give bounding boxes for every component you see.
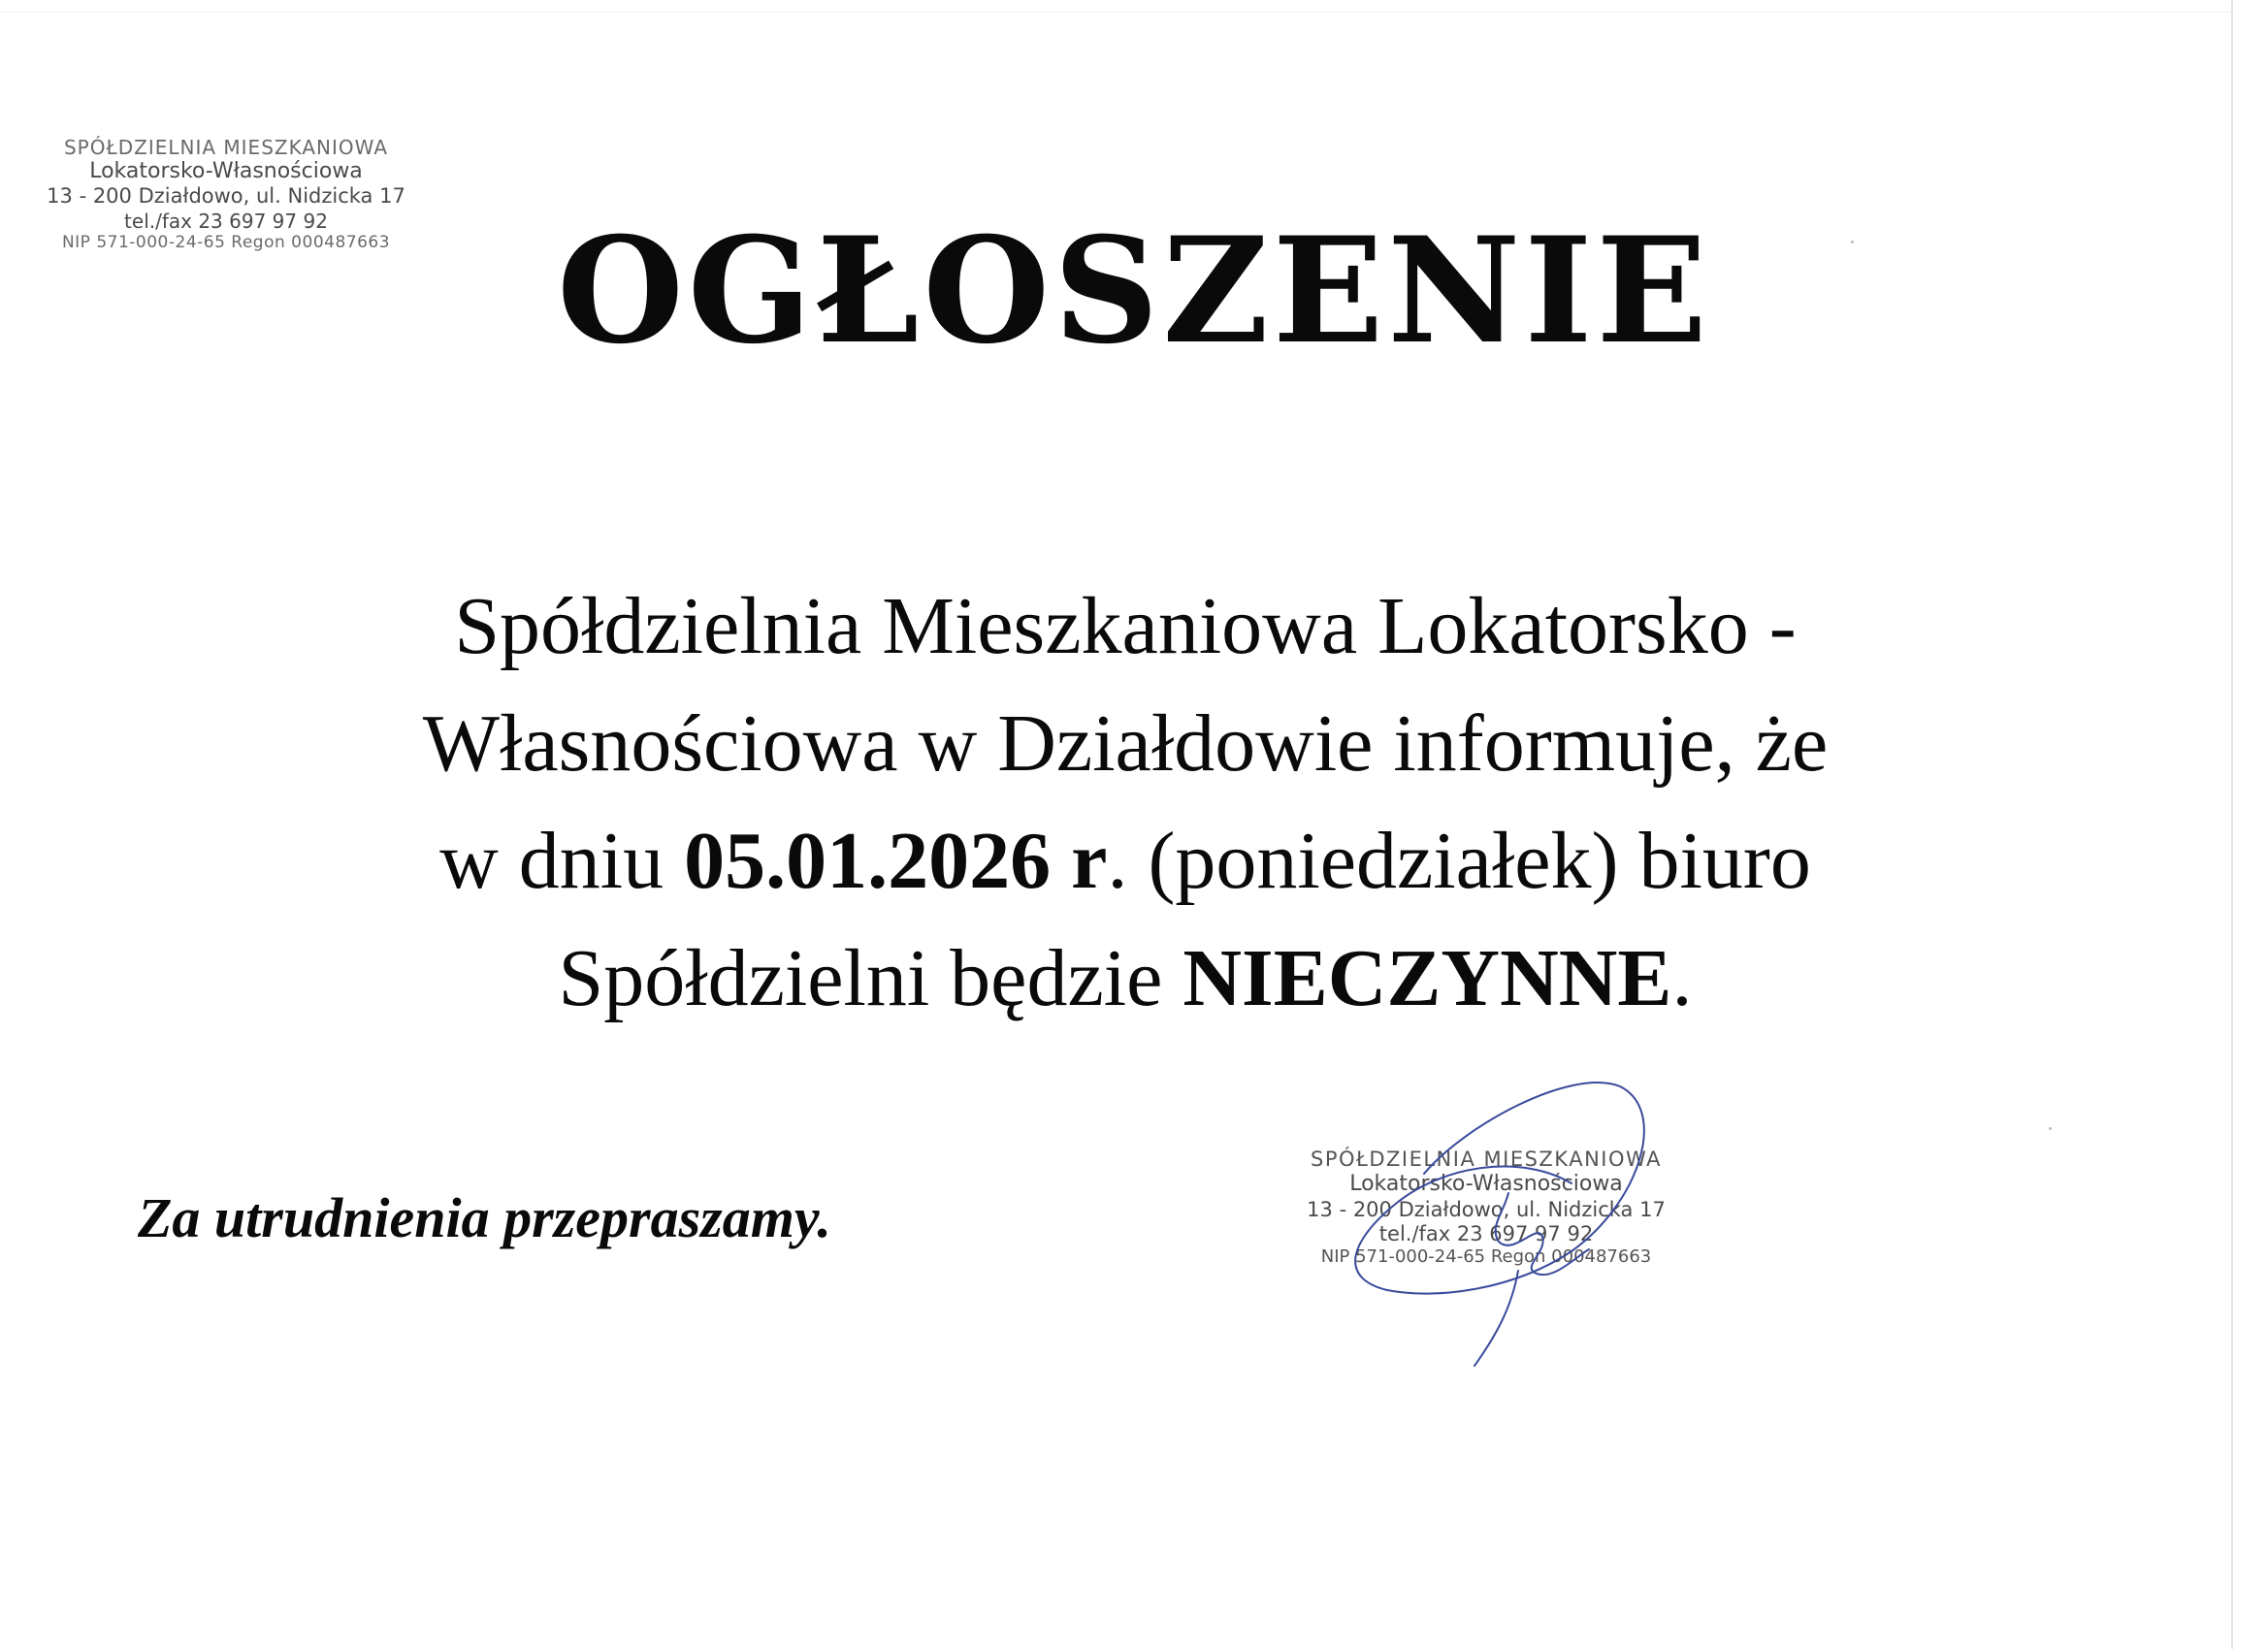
stamp-address: 13 - 200 Działdowo, ul. Nidzicka 17: [47, 184, 405, 209]
scan-speck: [2049, 1127, 2052, 1130]
scan-top-edge: [0, 12, 2231, 13]
body-line-4-prefix: Spółdzielni będzie: [558, 933, 1183, 1023]
stamp-address: 13 - 200 Działdowo, ul. Nidzicka 17: [1307, 1197, 1666, 1221]
body-line-2: Własnościowa w Działdowie informuje, że: [422, 698, 1829, 789]
signature-stroke: [1496, 1193, 1589, 1275]
scan-speck: [1851, 241, 1854, 243]
stamp-tax-ids: NIP 571-000-24-65 Regon 000487663: [1320, 1245, 1652, 1267]
stamp-tax-ids: NIP 571-000-24-65 Regon 000487663: [61, 232, 391, 252]
body-line-3-prefix: w dniu: [439, 816, 685, 906]
stamp-phone: tel./fax 23 697 97 92: [1378, 1221, 1594, 1245]
apology-note: Za utrudnienia przepraszamy.: [138, 1186, 831, 1249]
announcement-body: [155, 567, 2095, 1037]
closed-status: NIECZYNNE: [1183, 933, 1672, 1023]
body-line-4-suffix: .: [1671, 933, 1693, 1023]
body-line-3-suffix: . (poniedziałek) biuro: [1107, 816, 1811, 906]
stamp-phone: tel./fax 23 697 97 92: [124, 209, 328, 233]
signature-loop: [1355, 1083, 1644, 1294]
announcement-title: OGŁOSZENIE: [557, 206, 1711, 376]
handwritten-signature: [1280, 1057, 1688, 1377]
stamp-type: Lokatorsko-Własnościowa: [1349, 1172, 1623, 1197]
body-line-1: Spółdzielnia Mieszkaniowa Lokatorsko -: [454, 581, 1797, 671]
stamp-name: SPÓŁDZIELNIA MIESZKANIOWA: [1311, 1148, 1662, 1171]
stamp-name: SPÓŁDZIELNIA MIESZKANIOWA: [63, 136, 388, 159]
stamp-type: Lokatorsko-Własnościowa: [89, 159, 363, 183]
closure-date: 05.01.2026 r: [684, 816, 1108, 906]
